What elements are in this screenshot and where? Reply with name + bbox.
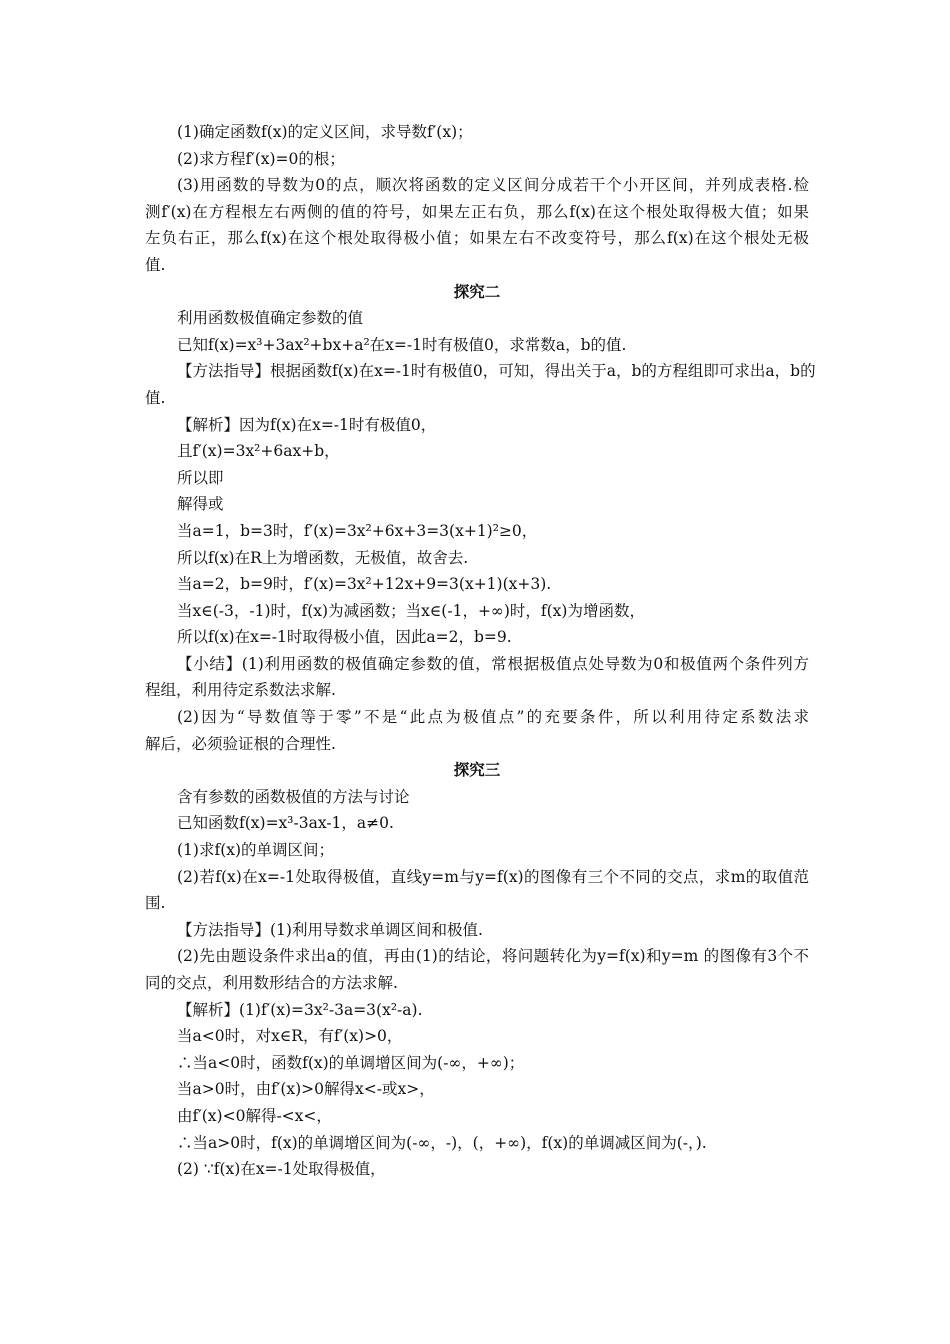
document-page (145, 119, 816, 1183)
text-line: 当x∈(-3，-1)时，f(x)为减函数；当x∈(-1，+∞)时，f(x)为增函数， (177, 601, 645, 620)
text-line: (2) ∵f(x)在x=-1处取得极值， (177, 1160, 386, 1179)
section-heading: 探究二 (453, 281, 501, 301)
text-line: 解得或 (177, 495, 224, 514)
text-line: 当a<0时，对x∈R，有f′(x)>0， (177, 1027, 403, 1046)
text-line: (2)先由题设条件求出a的值，再由(1)的结论，将问题转化为y=f(x)和y=m 的图像有3个不 (177, 947, 809, 966)
text-line: (2)因为“导数值等于零”不是“此点为极值点”的充要条件，所以利用待定系数法求 (177, 708, 809, 727)
text-line: 【解析】因为f(x)在x=-1时有极值0， (177, 415, 437, 434)
text-line: 当a=1，b=3时，f′(x)=3x²+6x+3=3(x+1)²≥0， (177, 521, 538, 540)
text-line: (1)确定函数f(x)的定义区间，求导数f′(x)； (177, 123, 473, 141)
text-line: 【方法指导】根据函数f(x)在x=-1时有极值0，可知，得出关于a，b的方程组即可求出a，b的 (177, 362, 816, 381)
text-line: 所以即 (177, 468, 224, 487)
text-line: 围. (145, 894, 166, 913)
text-line: 同的交点，利用数形结合的方法求解. (145, 974, 398, 992)
text-line: 测f′(x)在方程根左右两侧的值的符号，如果左正右负，那么f(x)在这个根处取得极大值；如果 (145, 202, 809, 221)
text-line: 且f′(x)=3x²+6ax+b， (177, 442, 340, 461)
text-line: 已知f(x)=x³+3ax²+bx+a²在x=-1时有极值0，求常数a，b的值. (177, 335, 627, 354)
text-line: 【方法指导】(1)利用导数求单调区间和极值. (177, 920, 483, 939)
text-line: 左负右正，那么f(x)在这个根处取得极小值；如果左右不改变符号，那么f(x)在这个根处无极 (145, 229, 809, 248)
text-line: 当a>0时，由f′(x)>0解得x<-或x>， (177, 1080, 435, 1099)
text-line: 当a=2，b=9时，f′(x)=3x²+12x+9=3(x+1)(x+3). (177, 575, 552, 594)
text-line: (1)求f(x)的单调区间； (177, 841, 335, 860)
text-line: 【小结】(1)利用函数的极值确定参数的值，常根据极值点处导数为0和极值两个条件列方 (177, 654, 809, 673)
text-line: 【解析】(1)f′(x)=3x²-3a=3(x²-a). (177, 1000, 423, 1019)
text-line: 含有参数的函数极值的方法与讨论 (177, 787, 410, 806)
text-line: ∴当a<0时，函数f(x)的单调增区间为(-∞，+∞)； (177, 1053, 525, 1072)
text-line: 程组，利用待定系数法求解. (145, 681, 336, 700)
text-line: 利用函数极值确定参数的值 (177, 309, 364, 328)
text-line: ∴当a>0时，f(x)的单调增区间为(-∞，-)，(，+∞)，f(x)的单调减区间为(-，). (177, 1133, 707, 1152)
text-line: (3)用函数的导数为0的点，顺次将函数的定义区间分成若干个小开区间，并列成表格.检 (177, 176, 809, 195)
text-line: 解后，必须验证根的合理性. (145, 734, 336, 753)
text-line: 由f′(x)<0解得-<x<， (177, 1106, 332, 1125)
text-line: 值. (145, 255, 166, 274)
text-line: 所以f(x)在x=-1时取得极小值，因此a=2，b=9. (177, 628, 512, 647)
text-line: (2)若f(x)在x=-1处取得极值，直线y=m与y=f(x)的图像有三个不同的交点，求m的取值范 (177, 867, 809, 886)
text-line: 已知函数f(x)=x³-3ax-1，a≠0. (177, 814, 394, 833)
text-line: (2)求方程f′(x)=0的根； (177, 149, 345, 168)
section-heading: 探究三 (453, 760, 501, 780)
text-line: 值. (145, 388, 166, 407)
text-line: 所以f(x)在R上为增函数，无极值，故舍去. (177, 548, 469, 567)
